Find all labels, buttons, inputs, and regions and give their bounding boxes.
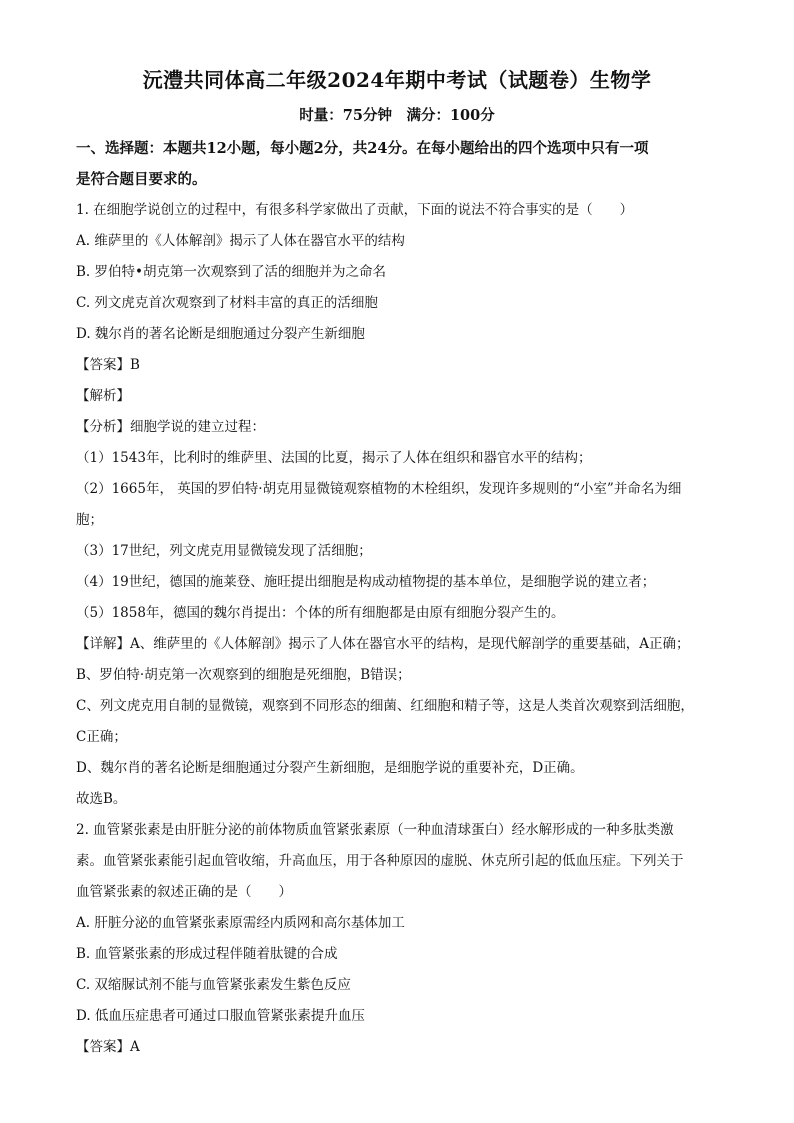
question-2-stem: 血管紧张素的叙述正确的是（ ） [76, 884, 292, 900]
question-2-option-b: B. 血管紧张素的形成过程伴随着肽键的合成 [76, 946, 338, 962]
question-1-detail-line: 故选B。 [76, 791, 127, 807]
question-2-stem: 2. 血管紧张素是由肝脏分泌的前体物质血管紧张素原（一种血清球蛋白）经水解形成的一种多肽类激 [76, 822, 674, 838]
question-1-option-a: A. 维萨里的《人体解剖》揭示了人体在器官水平的结构 [76, 233, 405, 249]
question-1-analysis-intro: 【分析】细胞学说的建立过程： [76, 419, 265, 435]
question-1-answer: 【答案】B [76, 357, 140, 373]
question-1-detail-line: C正确； [76, 729, 127, 745]
section-heading-cont: 是符合题目要求的。 [76, 171, 207, 188]
question-1-detail-line: 【详解】A、维萨里的《人体解剖》揭示了人体在器官水平的结构，是现代解剖学的重要基础，A正确； [76, 636, 690, 652]
question-1-analysis-line: （1）1543年，比利时的维萨里、法国的比夏，揭示了人体在组织和器官水平的结构； [76, 450, 592, 466]
question-1-option-c: C. 列文虎克首次观察到了材料丰富的真正的活细胞 [76, 295, 378, 311]
question-2-option-a: A. 肝脏分泌的血管紧张素原需经内质网和高尔基体加工 [76, 915, 405, 931]
question-2-answer: 【答案】A [76, 1039, 140, 1055]
question-2-option-c: C. 双缩脲试剂不能与血管紧张素发生紫色反应 [76, 977, 351, 993]
question-1-analysis-line: （2）1665年， 英国的罗伯特·胡克用显微镜观察植物的木栓组织，发现许多规则的“小室”并命名为细 [76, 481, 682, 497]
exam-content [76, 133, 721, 1063]
question-2-option-d: D. 低血压症患者可通过口服血管紧张素提升血压 [76, 1008, 365, 1024]
question-1-analysis-line: （5）1858年，德国的魏尔肖提出：个体的所有细胞都是由原有细胞分裂产生的。 [76, 605, 565, 621]
page-title: 沅澧共同体高二年级2024年期中考试（试题卷）生物学 [142, 68, 652, 92]
exam-time-score: 时量：75分钟 满分：100分 [299, 107, 495, 124]
question-1-detail-line: D、魏尔肖的著名论断是细胞通过分裂产生新细胞，是细胞学说的重要补充，D正确。 [76, 760, 584, 776]
question-1-analysis-label: 【解析】 [76, 388, 130, 404]
question-2-stem: 素。血管紧张素能引起血管收缩，升高血压，用于各种原因的虚脱、休克所引起的低血压症。下列关于 [76, 853, 684, 869]
question-1-option-b: B. 罗伯特•胡克第一次观察到了活的细胞并为之命名 [76, 264, 386, 280]
question-1-detail-line: C、列文虎克用自制的显微镜，观察到不同形态的细菌、红细胞和精子等，这是人类首次观察到活细胞， [76, 698, 694, 714]
question-1-option-d: D. 魏尔肖的著名论断是细胞通过分裂产生新细胞 [76, 326, 365, 342]
section-heading: 一、选择题：本题共12小题，每小题2分，共24分。在每小题给出的四个选项中只有一项 [76, 140, 649, 157]
question-1-stem: 1. 在细胞学说创立的过程中，有很多科学家做出了贡献，下面的说法不符合事实的是（ ） [76, 202, 634, 218]
question-1-analysis-line: 胞； [76, 512, 103, 528]
question-1-analysis-line: （4）19世纪，德国的施莱登、施旺提出细胞是构成动植物提的基本单位，是细胞学说的建立者； [76, 574, 656, 590]
question-1-detail-line: B、罗伯特·胡克第一次观察到的细胞是死细胞，B错误； [76, 667, 411, 683]
question-1-analysis-line: （3）17世纪，列文虎克用显微镜发现了活细胞； [76, 543, 372, 559]
